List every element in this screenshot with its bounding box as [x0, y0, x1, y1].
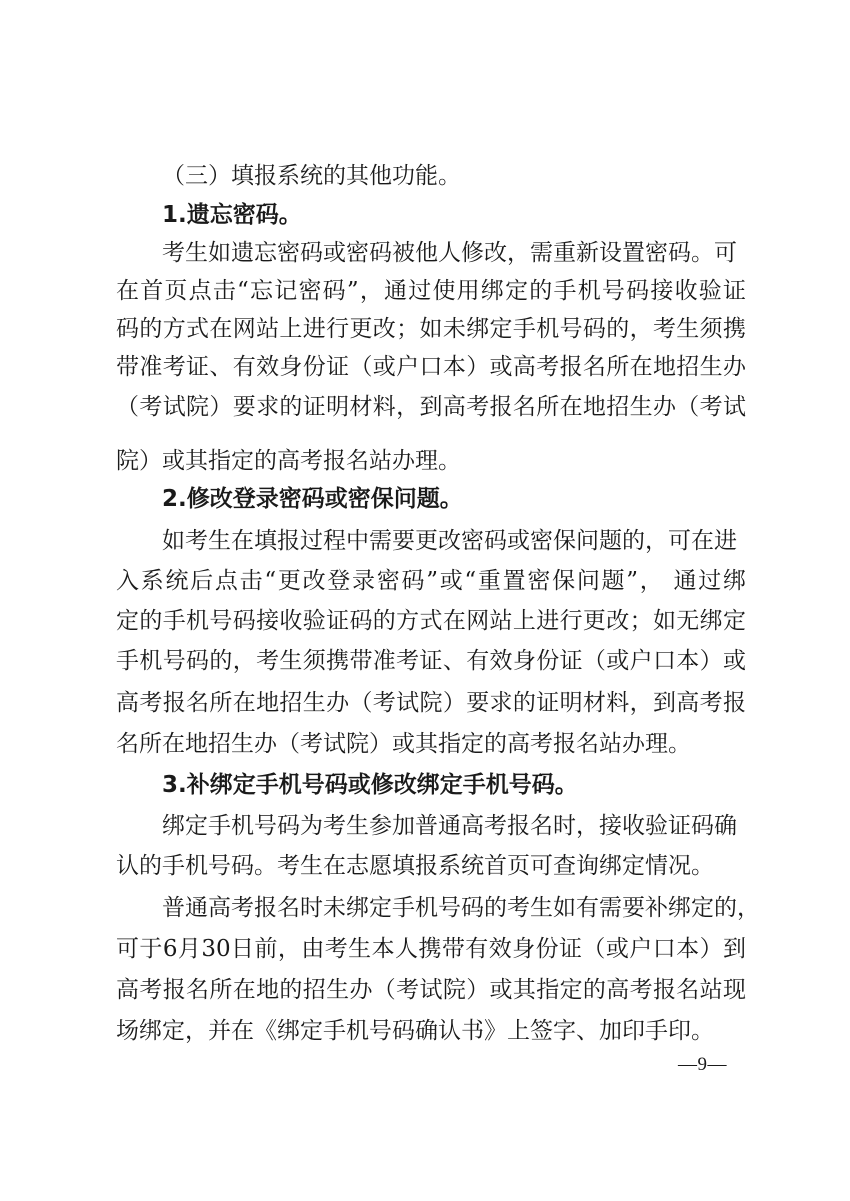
paragraph-line: 绑定手机号码为考生参加普通高考报名时，接收验证码确: [162, 813, 737, 839]
paragraph-line: 带准考证、有效身份证（或户口本）或高考报名所在地招生办: [116, 354, 746, 380]
paragraph-line: 入系统后点击“更改登录密码”或“重置密保问题”， 通过绑: [116, 568, 746, 594]
paragraph-line: 考生如遗忘密码或密码被他人修改，需重新设置密码。可: [162, 240, 737, 266]
paragraph-line: 高考报名所在地招生办（考试院）要求的证明材料，到高考报: [116, 690, 746, 716]
paragraph-line: 手机号码的，考生须携带准考证、有效身份证（或户口本）或: [116, 648, 746, 674]
paragraph-line: 认的手机号码。考生在志愿填报系统首页可查询绑定情况。: [116, 853, 714, 879]
heading-bind-phone-number: 3.补绑定手机号码或修改绑定手机号码。: [162, 772, 578, 798]
heading-forgot-password: 1.遗忘密码。: [162, 202, 302, 228]
paragraph-line: 普通高考报名时未绑定手机号码的考生如有需要补绑定的，: [162, 895, 760, 921]
paragraph-line: 高考报名所在地的招生办（考试院）或其指定的高考报名站现: [116, 977, 746, 1003]
heading-change-login-password: 2.修改登录密码或密保问题。: [162, 486, 463, 512]
paragraph-line: 场绑定，并在《绑定手机号码确认书》上签字、加印手印。: [116, 1018, 714, 1044]
paragraph-line: 码的方式在网站上进行更改；如未绑定手机号码的，考生须携: [116, 316, 746, 342]
paragraph-line: 可于6月30日前，由考生本人携带有效身份证（或户口本）到: [116, 936, 746, 962]
paragraph-line: 院）或其指定的高考报名站办理。: [116, 448, 461, 474]
section-heading-other-functions: （三）填报系统的其他功能。: [162, 163, 461, 189]
paragraph-line: 在首页点击“忘记密码”，通过使用绑定的手机号码接收验证: [116, 278, 746, 304]
page-number: —9—: [678, 1054, 727, 1075]
paragraph-line: （考试院）要求的证明材料，到高考报名所在地招生办（考试: [116, 394, 746, 420]
paragraph-line: 名所在地招生办（考试院）或其指定的高考报名站办理。: [116, 731, 691, 757]
paragraph-line: 定的手机号码接收验证码的方式在网站上进行更改；如无绑定: [116, 608, 746, 634]
paragraph-line: 如考生在填报过程中需要更改密码或密保问题的，可在进: [162, 528, 737, 554]
